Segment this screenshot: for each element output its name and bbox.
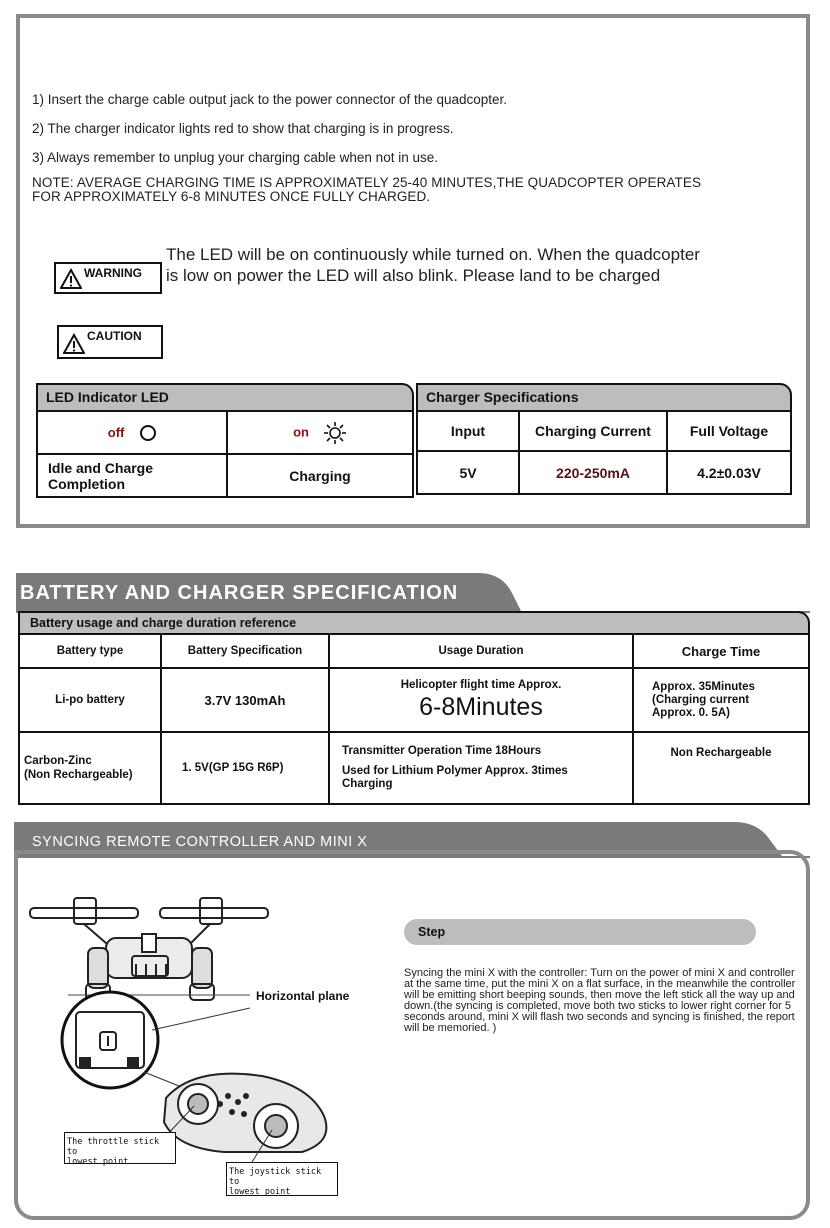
led-on-cell: on	[227, 411, 413, 454]
warning-triangle-icon	[60, 268, 82, 290]
charger-header-current: Charging Current	[519, 411, 667, 451]
warning-label: WARNING	[84, 266, 142, 280]
charger-voltage-value: 4.2±0.03V	[667, 451, 791, 494]
charger-table-title: Charger Specifications	[416, 383, 792, 411]
led-state-charging: Charging	[227, 454, 413, 497]
led-off-cell: off	[37, 411, 227, 454]
row1-battery-type: Li-po battery	[19, 668, 161, 732]
caution-triangle-icon	[63, 333, 85, 355]
row2-charge-time: Non Rechargeable	[633, 732, 809, 804]
step-instructions: Syncing the mini X with the controller: Turn on the power of mini X and controller at the same time, put the mini X on a flat surface, in the meanwhile the controller will be emitting short beeping sounds, then move the left stick all the way up and down.(the syncing is completed, move both two sticks to lower right corner for 5 seconds around, mini X will flash two seconds and syncing is finished, the report will be memoried. )	[404, 967, 796, 1034]
header-battery-spec: Battery Specification	[161, 634, 329, 668]
charger-header-input: Input	[417, 411, 519, 451]
charging-step-3: 3) Always remember to unplug your charging cable when not in use.	[32, 150, 438, 165]
battery-usage-subtitle: Battery usage and charge duration reference	[18, 611, 810, 633]
row1-usage: Helicopter flight time Approx. 6-8Minutes	[329, 668, 633, 732]
charger-header-voltage: Full Voltage	[667, 411, 791, 451]
caution-badge	[57, 325, 163, 359]
syncing-title: SYNCING REMOTE CONTROLLER AND MINI X	[32, 834, 368, 850]
led-off-circle-icon	[140, 425, 156, 441]
throttle-stick-callout: The throttle stick to lowest point	[64, 1132, 176, 1164]
led-on-sun-icon	[323, 421, 347, 445]
horizontal-plane-label: Horizontal plane	[253, 989, 352, 1003]
row1-battery-spec: 3.7V 130mAh	[161, 668, 329, 732]
warning-text: The LED will be on continuously while turned on. When the quadcopter is low on power the LED will also blink. Please land to be charged	[166, 245, 700, 285]
charging-step-1: 1) Insert the charge cable output jack to the power connector of the quadcopter.	[32, 92, 508, 107]
row1-charge-time: Approx. 35Minutes (Charging current Approx. 0. 5A)	[633, 668, 809, 732]
row2-usage: Transmitter Operation Time 18Hours Used for Lithium Polymer Approx. 3times Charging	[329, 732, 633, 804]
header-battery-type: Battery type	[19, 634, 161, 668]
header-usage-duration: Usage Duration	[329, 634, 633, 668]
caution-label: CAUTION	[87, 329, 142, 343]
led-table-title: LED Indicator LED	[36, 383, 414, 411]
charger-current-value: 220-250mA	[519, 451, 667, 494]
battery-spec-table	[18, 633, 810, 805]
charger-input-value: 5V	[417, 451, 519, 494]
charging-note: NOTE: AVERAGE CHARGING TIME IS APPROXIMATELY 25-40 MINUTES,THE QUADCOPTER OPERATES FOR APPROXIMATELY 6-8 MINUTES ONCE FULLY CHARGED.	[32, 175, 702, 204]
warning-badge	[54, 262, 162, 294]
led-indicator-table	[36, 410, 414, 498]
row2-battery-spec: 1. 5V(GP 15G R6P)	[161, 732, 329, 804]
charging-step-2: 2) The charger indicator lights red to show that charging is in progress.	[32, 121, 454, 136]
led-state-idle: Idle and Charge Completion	[37, 454, 227, 497]
battery-spec-title: BATTERY AND CHARGER SPECIFICATION	[20, 582, 459, 604]
charger-spec-table	[416, 410, 792, 495]
joystick-stick-callout: The joystick stick to lowest point	[226, 1162, 338, 1196]
header-charge-time: Charge Time	[633, 634, 809, 668]
row2-battery-type: Carbon-Zinc (Non Rechargeable)	[19, 732, 161, 804]
step-label: Step	[404, 919, 756, 945]
